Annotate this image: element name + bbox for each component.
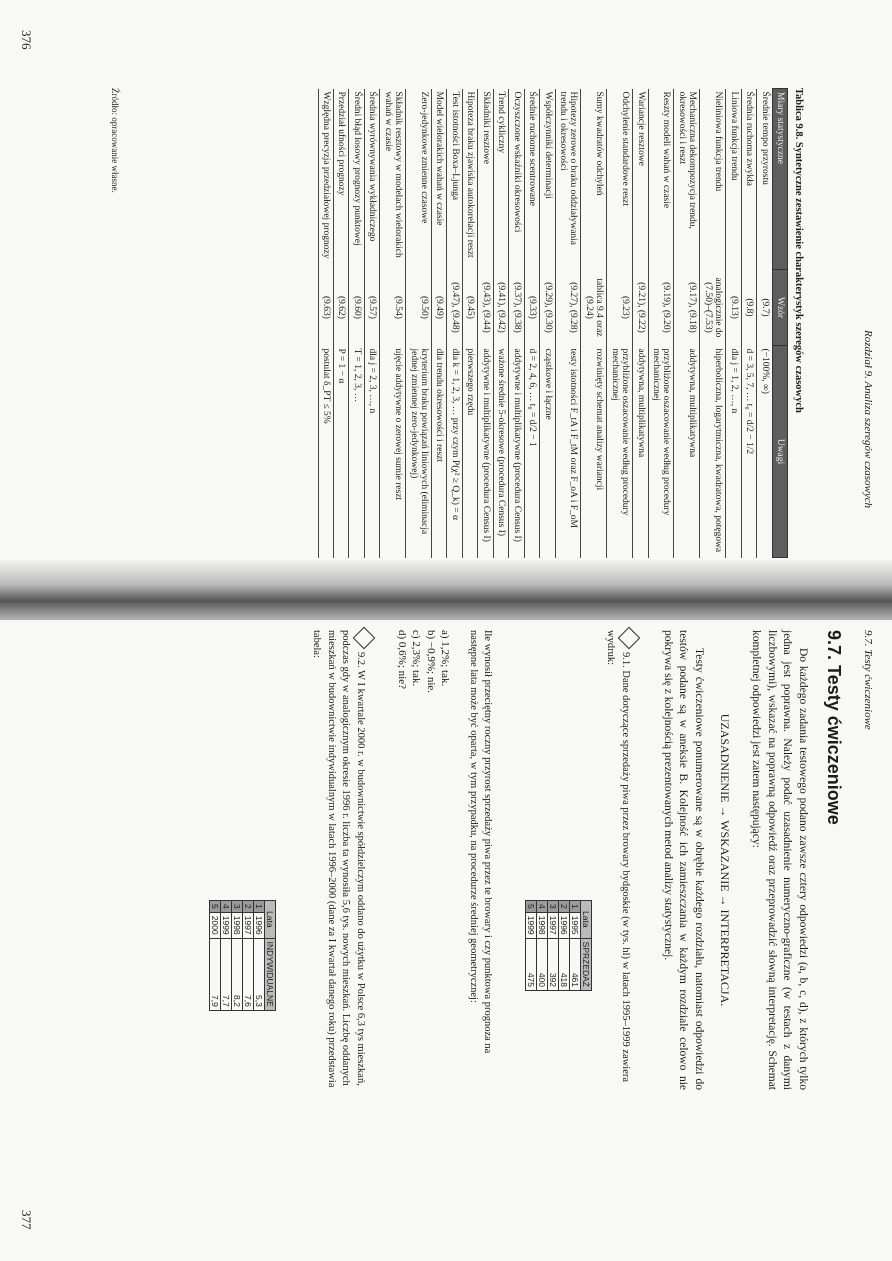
row-index: 4 [537, 901, 548, 913]
formula-cell: (9.49) [432, 270, 447, 346]
measure-cell: Sumy kwadratów odchyleń [581, 89, 607, 270]
remarks-cell: hiperboliczna, logarytmiczna, kwadratowa, potęgowa [700, 346, 726, 558]
remarks-cell: postulat δ_PT ≤ 5% [318, 346, 333, 558]
table-row [349, 89, 364, 558]
remarks-cell: cząstkowe i łączne [540, 346, 555, 558]
answer-option: d) 0,6%; nie? [396, 630, 409, 689]
answer-list [395, 630, 452, 693]
formula-cell: tablica 9.4 oraz (9.24) [581, 270, 607, 346]
exercise-9-2-text: 9.2. W I kwartale 2000 r. w budownictwie spółdzielczym oddano do użytku w Polsce 6,3 tys mieszkań, podczas gdy w analogicznym okresie 1996 r. liczba ta wynosiła 5,6 tys. nowych mieszkań. Liczbę oddanych mieszkań w budownictwie indywidualnym w latach 1996–2000 (dane za I kwartał danego roku) przedstawia tabela: [311, 630, 366, 1088]
running-head-left: Rozdział 9. Analiza szeregów czasowych [862, 330, 874, 509]
value-cell: 418 [559, 938, 570, 990]
table-row [432, 89, 447, 558]
year-cell: 1998 [537, 912, 548, 938]
formula-cell: (9.37), (9.38) [509, 270, 524, 346]
row-index: 1 [254, 901, 265, 913]
table-row [318, 89, 333, 558]
formula-cell: (9.27), (9.28) [555, 270, 581, 346]
remarks-cell: addytywna, multiplikatywna [674, 346, 700, 558]
year-cell: 1999 [221, 912, 232, 938]
row-index: 5 [526, 901, 537, 913]
answer-option: b) −0,9%; nie. [424, 630, 437, 694]
formula-cell: (9.13) [726, 270, 741, 346]
table-row [462, 89, 477, 558]
measure-cell: Liniowa funkcja trendu [726, 89, 741, 270]
housing-table [209, 900, 276, 1011]
year-cell: 1998 [232, 912, 243, 938]
answer-option: c) 2,3%; tak. [410, 630, 423, 687]
source-note: Źródło: opracowanie własne. [110, 88, 120, 193]
value-cell: 7,6 [243, 938, 254, 1010]
exercise-9-2 [309, 630, 372, 1090]
table-row [741, 89, 756, 558]
remarks-cell: ważone średnie 5-okresowe (procedura Census I) [493, 346, 508, 558]
remarks-cell: rozwinięty schemat analizy wariancji [581, 346, 607, 558]
year-cell: 2000 [210, 912, 221, 938]
remarks-cell: addytywna, multiplikatywna [633, 346, 648, 558]
summary-table [318, 88, 788, 558]
table-row [493, 89, 508, 558]
year-cell: 1995 [570, 912, 581, 938]
header-cell: Uwagi [772, 346, 787, 558]
right-page [0, 620, 892, 1261]
formula-cell: analogicznie do (7.50)–(7.53) [700, 270, 726, 346]
row-index: 1 [570, 901, 581, 913]
formula-cell: (9.50) [406, 270, 432, 346]
measure-cell: Średnia ruchoma zwykła [741, 89, 756, 270]
section-title: 9.7. Testy ćwiczeniowe [824, 630, 844, 825]
row-index: 2 [243, 901, 254, 913]
remarks-cell: przybliżone oszacowanie według procedury mechanicznej [648, 346, 674, 558]
value-cell: 7,7 [221, 938, 232, 1010]
data-row [243, 901, 254, 1011]
formula-cell: (9.21), (9.22) [633, 270, 648, 346]
table-row [447, 89, 462, 558]
table-row [581, 89, 607, 558]
year-cell: 1999 [526, 912, 537, 938]
formula-cell: (9.8) [741, 270, 756, 346]
table-header-row [772, 89, 787, 558]
data-row [526, 901, 537, 991]
exercise-9-1 [604, 630, 637, 1090]
measure-cell: Reszty modeli wahań w czasie [648, 89, 674, 270]
measure-cell: Trend cykliczny [493, 89, 508, 270]
measure-cell: Średnie ruchome scentrowane [524, 89, 539, 270]
formula-cell: (9.63) [318, 270, 333, 346]
value-cell: 400 [537, 938, 548, 990]
formula-cell: (9.60) [349, 270, 364, 346]
table-row [364, 89, 379, 558]
caption-text: Tablica 9.8. Syntetyczne zestawienie charakterystyk szeregów czasowych [793, 88, 804, 413]
answer-scheme: UZASADNIENIE → WSKAZANIE → INTERPRETACJA. [718, 713, 732, 1007]
remarks-cell: T = 1, 2, 3, … [349, 346, 364, 558]
formula-cell: (9.17), (9.18) [674, 270, 700, 346]
data-row [570, 901, 581, 991]
remarks-cell: d = 3, 5, 7, … t₀ = d/2 − 1/2 [741, 346, 756, 558]
table-caption [793, 88, 804, 558]
remarks-cell: (−100%, ∞) [757, 346, 772, 558]
table-row [334, 89, 349, 558]
value-cell: 8,2 [232, 938, 243, 1010]
year-cell: 1997 [243, 912, 254, 938]
beer-sales-table [525, 900, 592, 991]
data-table-header: Lata [265, 901, 276, 939]
paragraph-two: Testy ćwiczeniowe ponumerowane są w obrębie każdego rozdziału, natomiast odpowiedzi do testów podane są w aneksie B. Kolejność ich zamieszczania w każdym rozdziale celowo nie pokrywa się z kolejnością prezentowanych metod analizy statystycznej. [661, 630, 705, 1090]
table-row [674, 89, 700, 558]
formula-cell: (9.23) [607, 270, 633, 346]
page-number-right: 377 [19, 1210, 34, 1230]
value-cell: 5,3 [254, 938, 265, 1010]
measure-cell: Model wielorakich wahań w czasie [432, 89, 447, 270]
measure-cell: Mechaniczna dekompozycja trendu, okresowości i reszt [674, 89, 700, 270]
formula-cell: (9.43), (9.44) [478, 270, 493, 346]
remarks-cell: addytywne i multiplikatywne (procedura Census I) [509, 346, 524, 558]
formula-cell: (9.57) [364, 270, 379, 346]
row-index: 5 [210, 901, 221, 913]
table-row [524, 89, 539, 558]
remarks-cell: P = 1 − α [334, 346, 349, 558]
measure-cell: Składniki resztowe [478, 89, 493, 270]
running-head-right: 9.7. Testy ćwiczeniowe [862, 630, 874, 730]
data-row [254, 901, 265, 1011]
table-row [540, 89, 555, 558]
data-row [559, 901, 570, 991]
remarks-cell: addytywne i multiplikatywne (procedura Census I) [478, 346, 493, 558]
exercise-diamond-icon [353, 627, 376, 650]
year-cell: 1997 [548, 912, 559, 938]
data-row [221, 901, 232, 1011]
intro-paragraph: Do każdego zadania testowego podano zawsze cztery odpowiedzi (a, b, c, d), z których tylko jedna jest poprawna. Należy podać uzasadnienie numeryczno-graficzne (w testach z danymi liczbowymi), wskazać na poprawną odpowiedź oraz przeprowadzić słowną interpretację. Schemat kompletnej odpowiedzi jest zatem następujący: [750, 630, 809, 1090]
remarks-cell: testy istotności F_tA i F_tM oraz F_oA i F_oM [555, 346, 581, 558]
formula-cell: (9.29), (9.30) [540, 270, 555, 346]
page-number-left: 376 [19, 30, 34, 50]
formula-cell: (9.19), (9.20) [648, 270, 674, 346]
value-cell: 7,9 [210, 938, 221, 1010]
measure-cell: Hipotezy zerowe o braku oddziaływania trendu i okresowości [555, 89, 581, 270]
data-row [537, 901, 548, 991]
row-index: 3 [232, 901, 243, 913]
formula-cell: (9.7) [757, 270, 772, 346]
table-row [607, 89, 633, 558]
table-row [380, 89, 406, 558]
measure-cell: Składnik resztowy w modelach wielorakich wahań w czasie [380, 89, 406, 270]
exercise-diamond-icon [618, 627, 641, 650]
measure-cell: Zero-jedynkowe zmienne czasowe [406, 89, 432, 270]
formula-cell: (9.41), (9.42) [493, 270, 508, 346]
formula-cell: (9.45) [462, 270, 477, 346]
table-row [633, 89, 648, 558]
table-row [757, 89, 772, 558]
table-row [406, 89, 432, 558]
exercise-9-1-question: Ile wynosił przeciętny roczny przyrost sprzedaży piwa przez te browary i czy punktowa prognoza na następne lata może być oparta, w tym przypadku, na procedurze średniej geometrycznej: [468, 630, 493, 1054]
table-row [509, 89, 524, 558]
value-cell: 392 [548, 938, 559, 990]
year-cell: 1996 [559, 912, 570, 938]
formula-cell: (9.54) [380, 270, 406, 346]
table-row [555, 89, 581, 558]
data-table-header: SPRZEDAŻ [581, 938, 592, 990]
remarks-cell: d = 2, 4, 6, … t₀ = d/2 − 1 [524, 346, 539, 558]
remarks-cell: ujęcie addytywne o zerowej sumie reszt [380, 346, 406, 558]
measure-cell: Hipoteza braku zjawiska autokorelacji reszt [462, 89, 477, 270]
remarks-cell: dla j = 2, 3, …, n [364, 346, 379, 558]
data-table-header: INDYWIDUALNE [265, 938, 276, 1010]
data-row [232, 901, 243, 1011]
formula-cell: (9.47), (9.48) [447, 270, 462, 346]
data-row [210, 901, 221, 1011]
remarks-cell: przybliżone oszacowanie według procedury mechanicznej [607, 346, 633, 558]
measure-cell: Średnia wyrównywania wykładniczego [364, 89, 379, 270]
measure-cell: Oczyszczone wskaźniki okresowości [509, 89, 524, 270]
remarks-cell: pierwszego rzędu [462, 346, 477, 558]
measure-cell: Średnie tempo przyrostu [757, 89, 772, 270]
measure-cell: Odchylenie standardowe reszt [607, 89, 633, 270]
value-cell: 475 [526, 938, 537, 990]
table-body [318, 89, 772, 558]
data-table-header: Lata [581, 901, 592, 939]
formula-cell: (9.33) [524, 270, 539, 346]
formula-cell: (9.62) [334, 270, 349, 346]
header-cell: Wzór [772, 270, 787, 346]
data-row [548, 901, 559, 991]
measure-cell: Nieliniowa funkcja trendu [700, 89, 726, 270]
measure-cell: Współczynniki determinacji [540, 89, 555, 270]
measure-cell: Względna precyzja przedziałowej prognozy [318, 89, 333, 270]
exercise-9-1-text: 9.1. Dane dotyczące sprzedaży piwa przez browary bydgoskie (w tys. hl) w latach 1995–1999 zawiera wydruk: [605, 630, 631, 1083]
measure-cell: Wariancje resztowe [633, 89, 648, 270]
measure-cell: Przedział ufności prognozy [334, 89, 349, 270]
remarks-cell: dla trendu okresowości i reszt [432, 346, 447, 558]
measure-cell: Średni błąd losowy prognozy punktowej [349, 89, 364, 270]
header-cell: Miary statystyczne [772, 89, 787, 270]
remarks-cell: dla j = 1, 2, …, n [726, 346, 741, 558]
answer-option: a) 1,2%; tak. [439, 630, 451, 687]
table-row [478, 89, 493, 558]
remarks-cell: kryterium braku powiązań liniowych (eliminacja jednej zmiennej zero-jedynkowej) [406, 346, 432, 558]
measure-cell: Test istotności Boxa–Ljunga [447, 89, 462, 270]
year-cell: 1996 [254, 912, 265, 938]
table-row [726, 89, 741, 558]
table-row [648, 89, 674, 558]
remarks-cell: dla k = 1, 2, 3, … przy czym P(χ² ≥ Q_k) = α [447, 346, 462, 558]
row-index: 3 [548, 901, 559, 913]
value-cell: 461 [570, 938, 581, 990]
row-index: 2 [559, 901, 570, 913]
row-index: 4 [221, 901, 232, 913]
left-page [0, 0, 892, 615]
table-row [700, 89, 726, 558]
